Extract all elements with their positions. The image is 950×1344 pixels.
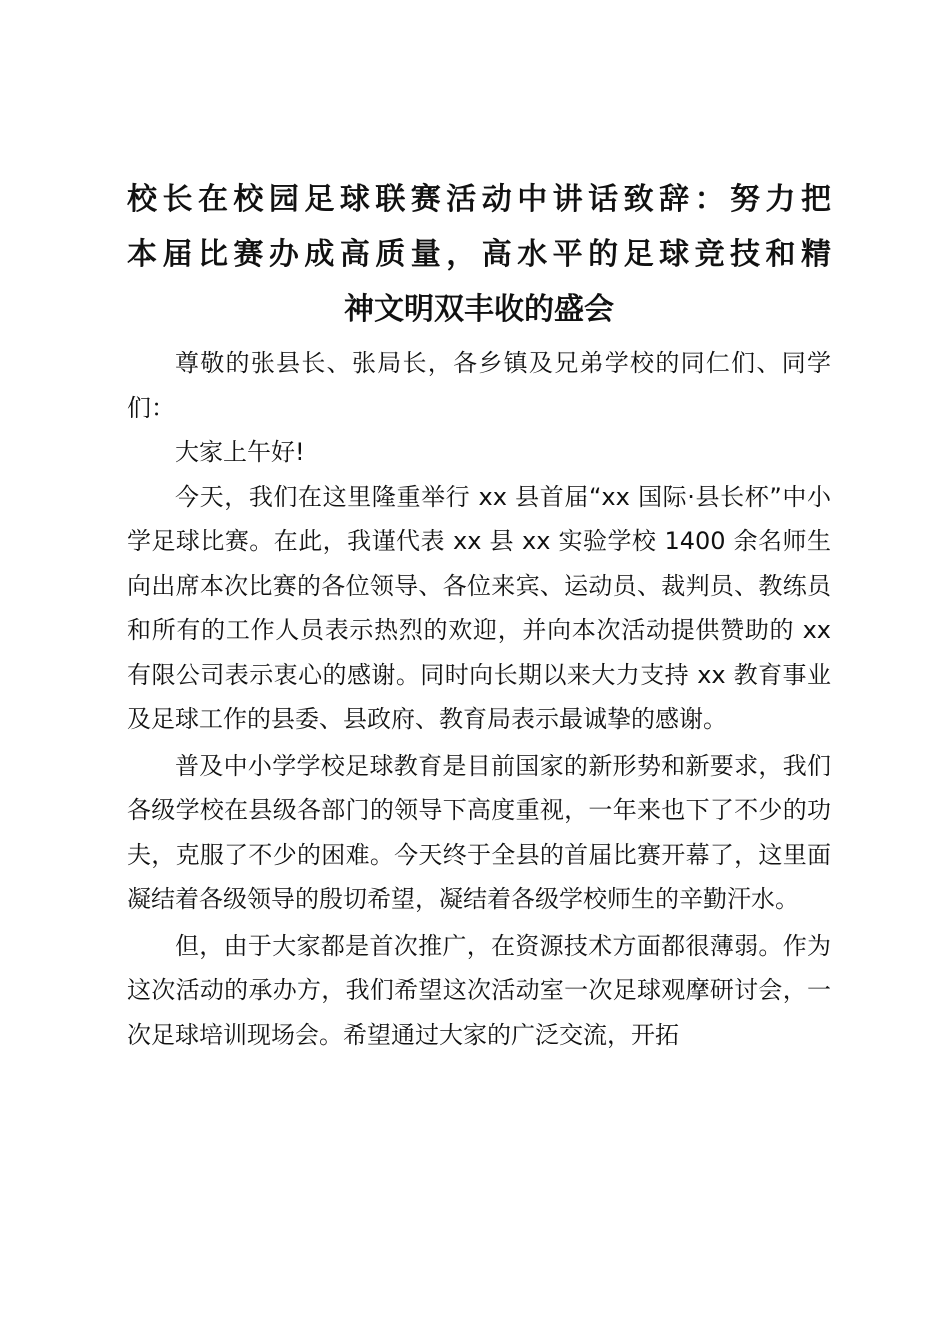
- title-line-2: 本届比赛办成高质量，高水平的足球竞技和精: [127, 237, 831, 272]
- document-title: [127, 172, 831, 337]
- title-line-1: 校长在校园足球联赛活动中讲话致辞：努力把: [127, 182, 831, 217]
- paragraph-1: 今天，我们在这里隆重举行 xx 县首届“xx 国际·县长杯”中小学足球比赛。在此，我谨代表 xx 县 xx 实验学校 1400 余名师生向出席本次比赛的各位领导、各位来宾、运动员、裁判员、教练员和所有的工作人员表示热烈的欢迎，并向本次活动提供赞助的 xx 有限公司表示衷心的感谢。同时向长期以来大力支持 xx 教育事业及足球工作的县委、县政府、教育局表示最诚挚的感谢。: [127, 482, 831, 733]
- paragraph-2: 普及中小学学校足球教育是目前国家的新形势和新要求，我们各级学校在县级各部门的领导下高度重视，一年来也下了不少的功夫，克服了不少的困难。今天终于全县的首届比赛开幕了，这里面凝结着各级领导的殷切希望，凝结着各级学校师生的辛勤汗水。: [127, 751, 831, 913]
- salutation: 尊敬的张县长、张局长，各乡镇及兄弟学校的同仁们、同学们：: [127, 349, 831, 422]
- document-page: [127, 172, 831, 1057]
- greeting: 大家上午好!: [175, 438, 305, 466]
- paragraph-3: 但，由于大家都是首次推广，在资源技术方面都很薄弱。作为这次活动的承办方，我们希望这次活动室一次足球观摩研讨会，一次足球培训现场会。希望通过大家的广泛交流，开拓: [127, 931, 831, 1049]
- title-line-3: 神文明双丰收的盛会: [344, 292, 614, 327]
- document-body: [127, 341, 831, 1057]
